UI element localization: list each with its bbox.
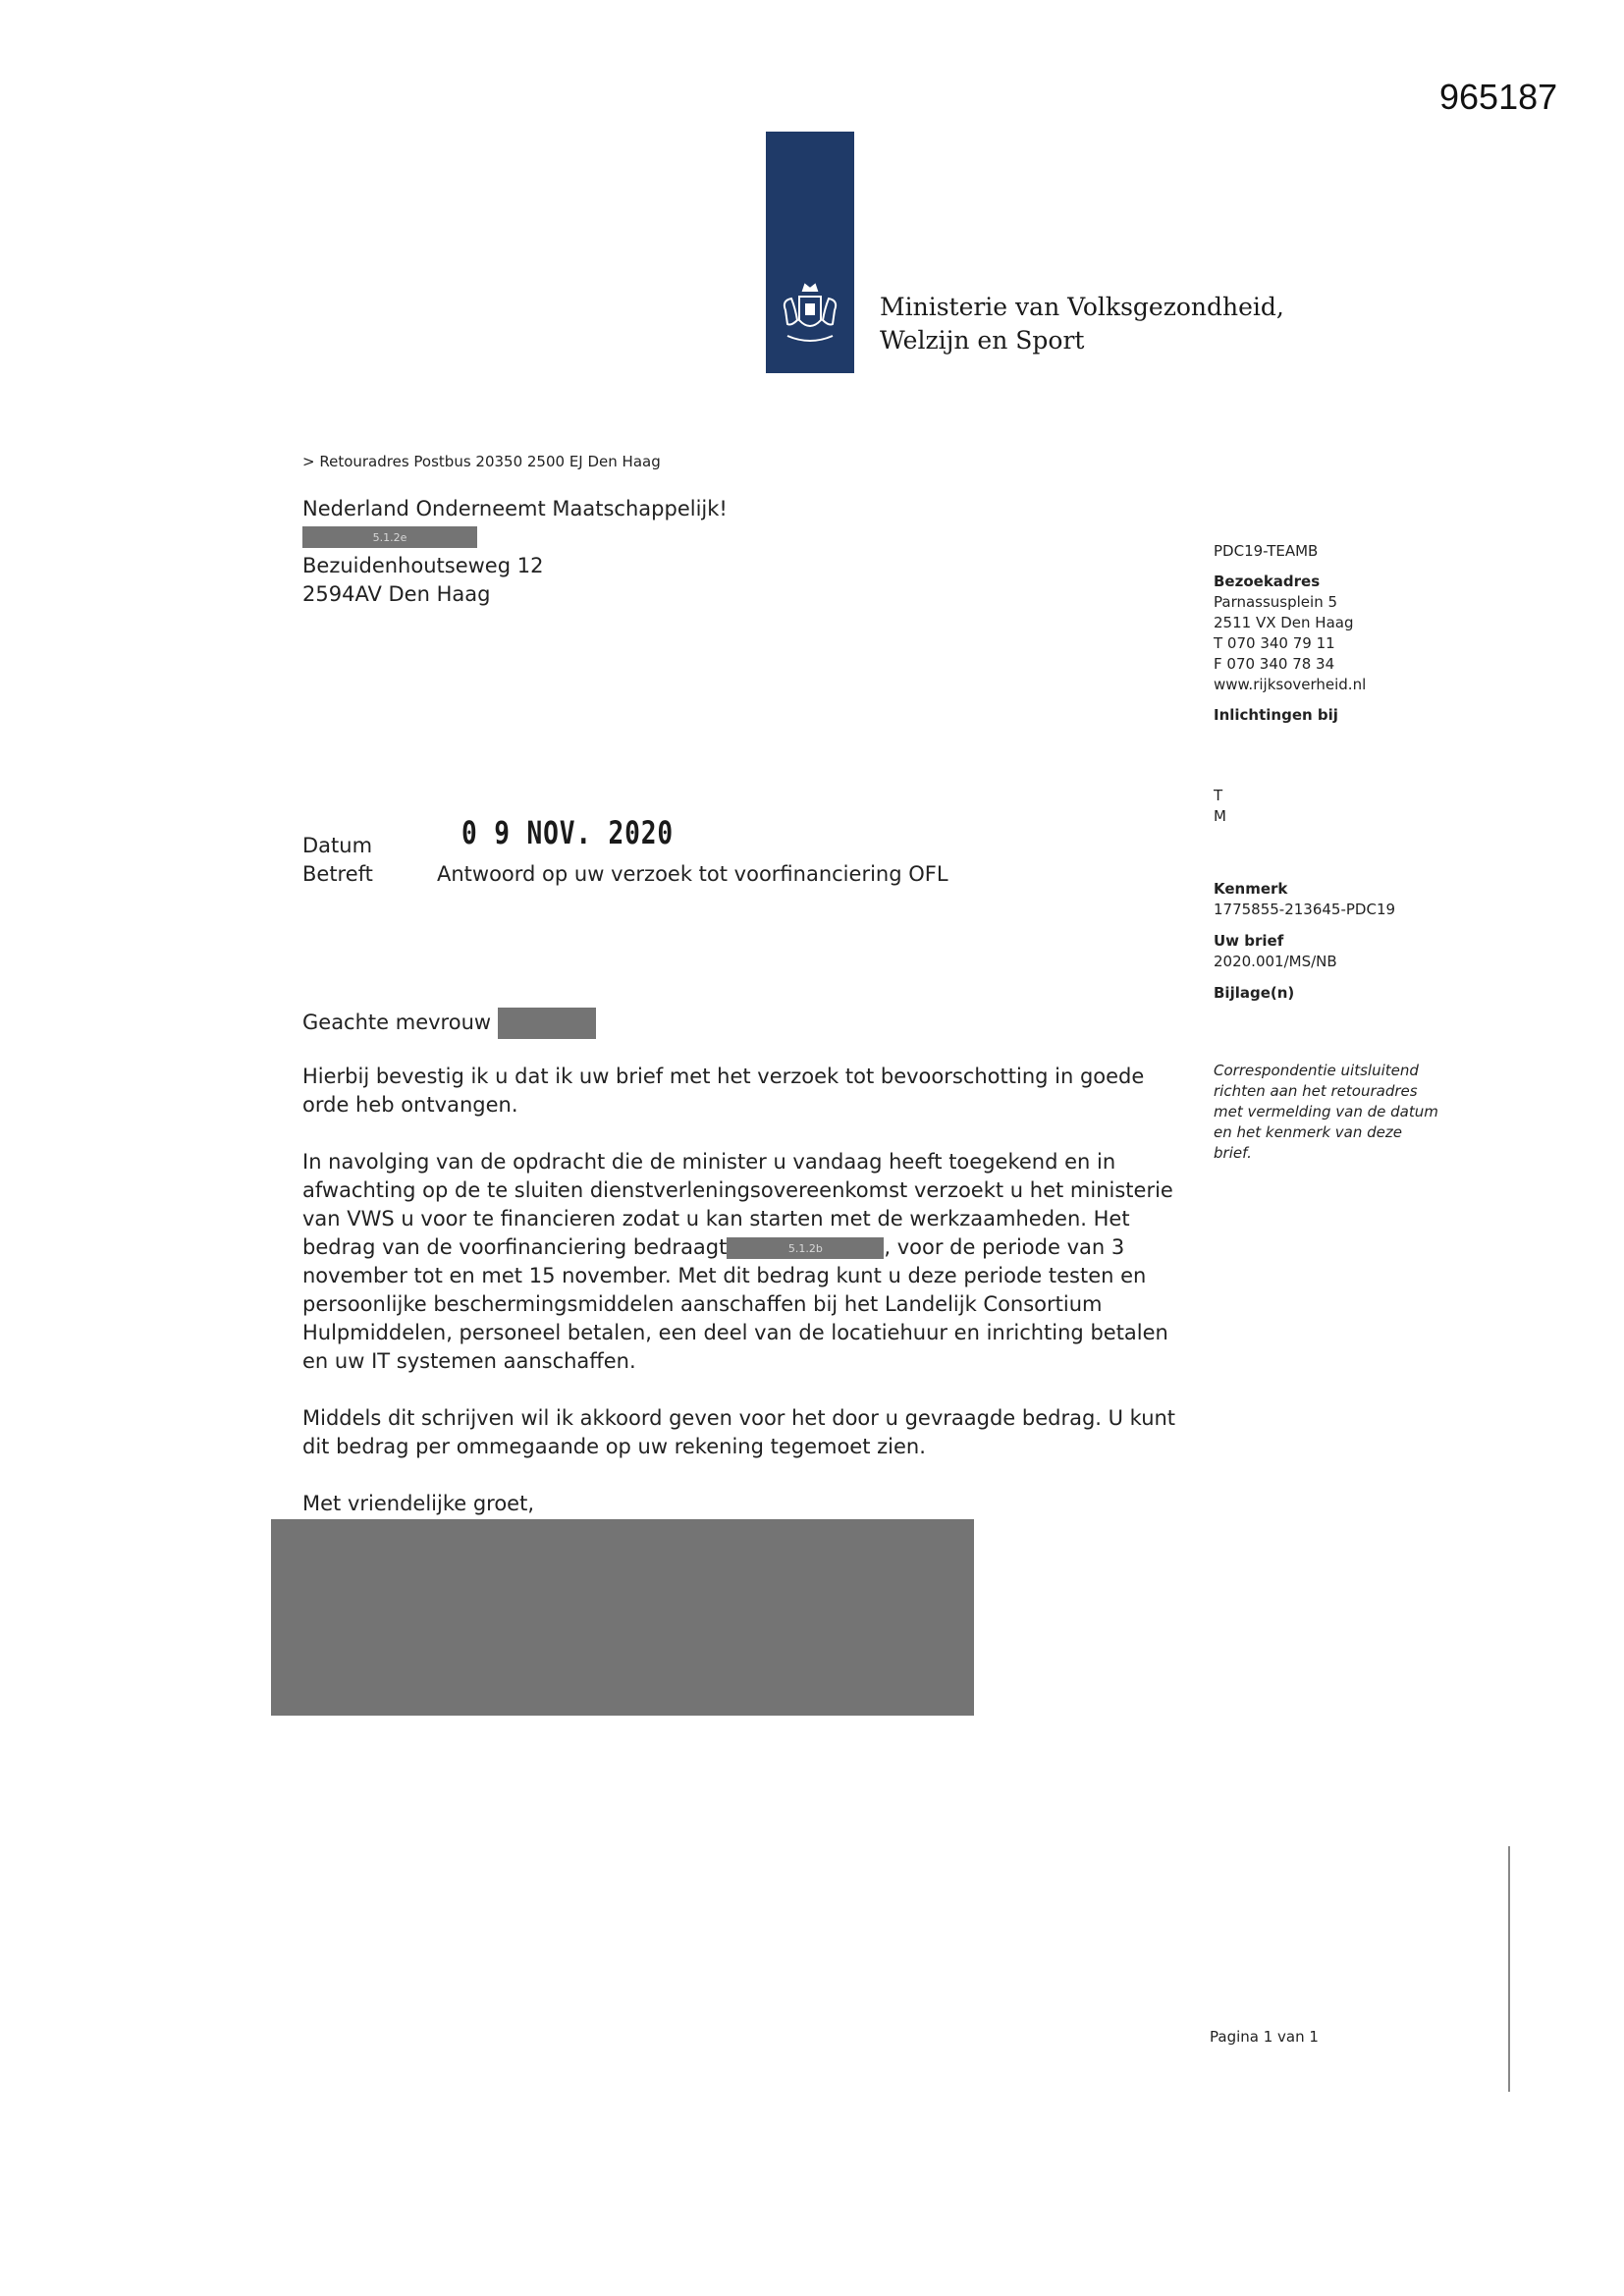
signature-redaction xyxy=(271,1519,974,1716)
contact-m-label: M xyxy=(1214,807,1226,825)
redaction-box xyxy=(498,1008,596,1039)
paragraph-3: Middels dit schrijven wil ik akkoord geven voor het door u gevraagde bedrag. U kunt dit bedrag per ommegaande op uw rekening tegemoet zien. xyxy=(302,1406,1176,1458)
return-address: > Retouradres Postbus 20350 2500 EJ Den Haag xyxy=(302,453,661,470)
recipient-name: Nederland Onderneemt Maatschappelijk! xyxy=(302,497,728,520)
kenmerk-label: Kenmerk xyxy=(1214,880,1288,898)
paragraph-2 xyxy=(302,1148,1186,1376)
paragraph-1: Hierbij bevestig ik u dat ik uw brief met het verzoek tot bevoorschotting in goede orde heb ontvangen. xyxy=(302,1065,1145,1117)
correspondence-note: Correspondentie uitsluitend richten aan het retouradres met vermelding van de datum en het kenmerk van deze brief. xyxy=(1214,1062,1438,1162)
fax-number: F 070 340 78 34 xyxy=(1214,655,1335,673)
recipient-city: 2594AV Den Haag xyxy=(302,582,491,606)
redaction-code: 5.1.2b xyxy=(787,1241,823,1255)
subject-label: Betreft xyxy=(302,862,373,886)
redaction-box xyxy=(727,1237,884,1259)
redaction-box xyxy=(302,526,477,548)
ministry-line-2: Welzijn en Sport xyxy=(880,326,1085,355)
redaction-code: 5.1.2e xyxy=(372,530,407,544)
closing: Met vriendelijke groet, xyxy=(302,1492,535,1515)
government-logo xyxy=(766,132,854,373)
phone-number: T 070 340 79 11 xyxy=(1214,634,1335,652)
kenmerk-value: 1775855-213645-PDC19 xyxy=(1214,901,1396,918)
date-stamp: 0 9 NOV. 2020 xyxy=(461,814,675,851)
ministry-line-1: Ministerie van Volksgezondheid, xyxy=(880,293,1284,321)
recipient-address xyxy=(302,495,728,609)
bijlagen-label: Bijlage(n) xyxy=(1214,984,1295,1002)
visit-street: Parnassusplein 5 xyxy=(1214,593,1338,611)
team-code: PDC19-TEAMB xyxy=(1214,542,1319,560)
date-label: Datum xyxy=(302,834,373,857)
reference-block xyxy=(1214,879,1395,1004)
uw-brief-label: Uw brief xyxy=(1214,932,1284,950)
paragraph-2-part-2: , voor de periode van 3 november tot en met 15 november. Met dit bedrag kunt u deze periode testen en persoonlijke beschermingsmiddelen aanschaffen bij het Landelijk Consortium Hulpmiddelen, personeel betalen, een deel van de locatiehuur en inrichting betalen en uw IT systemen aanschaffen. xyxy=(302,1235,1168,1373)
document-number: 965187 xyxy=(1439,77,1558,117)
contact-t-label: T xyxy=(1214,787,1223,804)
recipient-street: Bezuidenhoutseweg 12 xyxy=(302,554,544,577)
salutation: Geachte mevrouw xyxy=(302,1011,492,1034)
ministry-name xyxy=(880,291,1284,357)
coat-of-arms-icon xyxy=(774,281,846,354)
subject-value: Antwoord op uw verzoek tot voorfinanciering OFL xyxy=(437,862,948,886)
info-label: Inlichtingen bij xyxy=(1214,706,1338,724)
salutation-line xyxy=(302,1008,1186,1039)
scan-edge-line xyxy=(1508,1846,1510,2092)
letter-body xyxy=(302,1063,1186,1518)
page-number: Pagina 1 van 1 xyxy=(1210,2028,1319,2046)
visit-city: 2511 VX Den Haag xyxy=(1214,614,1354,631)
visit-address-label: Bezoekadres xyxy=(1214,573,1321,590)
website-link[interactable]: www.rijksoverheid.nl xyxy=(1214,676,1367,693)
sidebar-info xyxy=(1214,541,1366,726)
uw-brief-value: 2020.001/MS/NB xyxy=(1214,953,1337,970)
paragraph-2-part-1: In navolging van de opdracht die de minister u vandaag heeft toegekend en in afwachting op de te sluiten dienstverleningsovereenkomst verzoekt u het ministerie van VWS u voor te financieren zodat u kan starten met de werkzaamheden. Het bedrag van de voorfinanciering bedraagt xyxy=(302,1150,1173,1259)
